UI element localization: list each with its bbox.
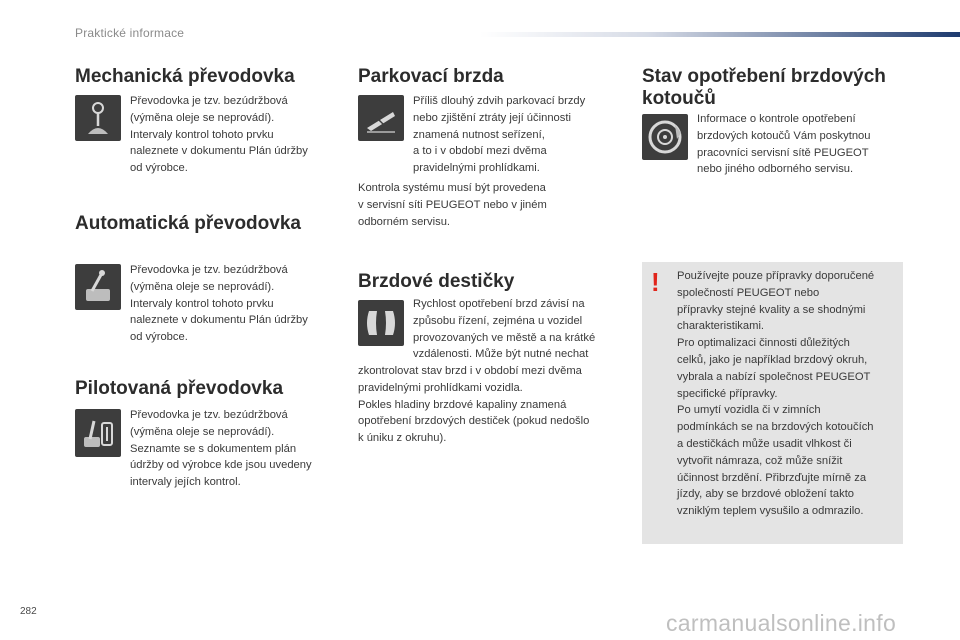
automatic-selector-icon: [75, 264, 121, 310]
page-header-title: Praktické informace: [75, 26, 185, 40]
brake-disc-icon: [642, 114, 688, 160]
text-automatic-gearbox: Převodovka je tzv. bezúdržbová (výměna oleje se neprovádí). Intervaly kontrol tohoto prvku naleznete v dokumentu Plán údržby od výrobce.: [130, 264, 308, 344]
watermark: carmanualsonline.info: [666, 610, 897, 636]
page-number: 282: [20, 606, 37, 617]
parking-brake-icon: [358, 95, 404, 141]
text-brake-discs: Informace o kontrole opotřebení brzdových kotoučů Vám poskytnou pracovníci servisní sítě PEUGEOT nebo jiného odborného servisu.: [697, 113, 871, 176]
heading-parking-brake: Parkovací brzda: [358, 66, 504, 87]
text-brake-pads: Rychlost opotřebení brzd závisí na způsobu řízení, zejména u vozidel provozovaných ve městě a na krátké vzdálenosti. Může být nutné nechat: [413, 298, 596, 361]
text-parking-brake-check: Kontrola systému musí být provedena v servisní síti PEUGEOT nebo v jiném odborném servisu.: [358, 182, 547, 228]
piloted-gearbox-icon: [75, 409, 121, 457]
heading-automatic-gearbox: Automatická převodovka: [75, 213, 301, 234]
text-brake-pads-more: zkontrolovat stav brzd i v období mezi dvěma pravidelnými prohlídkami vozidla. Pokles hladiny brzdové kapaliny znamená opotřebení brzdových destiček (pokud nedošlo k úniku z okruhu).: [358, 365, 590, 445]
heading-brake-discs: [642, 66, 886, 110]
note-text: Používejte pouze přípravky doporučené společností PEUGEOT nebo přípravky stejné kvality a se shodnými charakteristikami. Pro optimalizaci činnosti důležitých celků, jako je například brzdový okruh, vybrala a nabízí společnost PEUGEOT specifické přípravky. Po umytí vozidla či v zimních podmínkách se na brzdových kotoučích a destičkách může usadit vlhkost či vytvořit námraza, což může snížit účinnost brzdění. Přibrzďujte mírně za jízdy, aby se brzdové obložení takto vzniklým teplem vysušilo a odmrazilo.: [677, 270, 875, 518]
heading-brake-discs-line1: Stav opotřebení brzdových: [642, 66, 886, 87]
gear-lever-icon: [75, 95, 121, 141]
text-parking-brake: Příliš dlouhý zdvih parkovací brzdy nebo zjištění ztráty její účinnosti znamená nutnost seřízení, a to i v období mezi dvěma pravidelnými prohlídkami.: [413, 95, 586, 175]
text-manual-gearbox: Převodovka je tzv. bezúdržbová (výměna oleje se neprovádí). Intervaly kontrol tohoto prvku naleznete v dokumentu Plán údržby od výrobce.: [130, 95, 308, 175]
heading-manual-gearbox: Mechanická převodovka: [75, 66, 295, 87]
heading-brake-pads: Brzdové destičky: [358, 271, 515, 292]
header-bar: [480, 32, 960, 37]
brake-pads-icon: [358, 300, 404, 346]
heading-brake-discs-line2: kotoučů: [642, 88, 716, 109]
heading-piloted-gearbox: Pilotovaná převodovka: [75, 378, 284, 399]
text-piloted-gearbox: Převodovka je tzv. bezúdržbová (výměna oleje se neprovádí). Seznamte se s dokumentem plán údržby od výrobce kde jsou uvedeny intervaly jejích kontrol.: [130, 409, 312, 489]
warning-exclamation-icon: !: [651, 267, 660, 297]
